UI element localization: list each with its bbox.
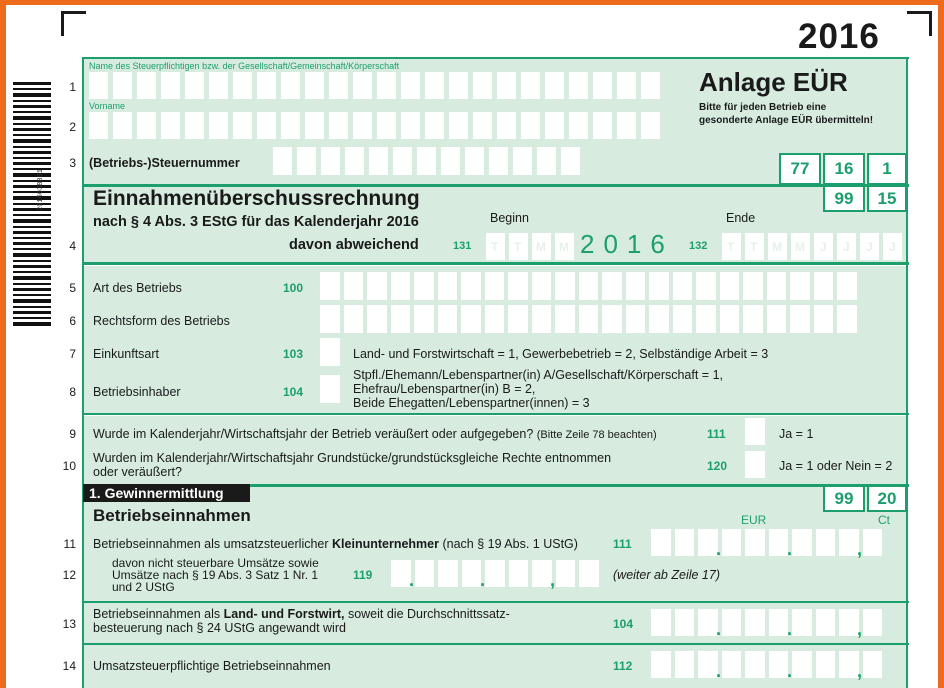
- form-subtitle: [699, 101, 873, 127]
- label-part: soweit die Durchschnittssatz-: [344, 607, 510, 621]
- non-taxable-line: Umsätze nach § 19 Abs. 3 Satz 1 Nr. 1: [112, 568, 319, 582]
- end-date-input[interactable]: [722, 233, 902, 260]
- label-part: Kleinunternehmer: [332, 537, 439, 551]
- property-input[interactable]: [745, 451, 765, 478]
- field-code: 131: [453, 240, 472, 252]
- income-heading: Betriebseinnahmen: [93, 506, 251, 525]
- income-type-input[interactable]: [320, 338, 340, 366]
- thousands-separator: .: [787, 539, 793, 559]
- income-type-hint: Land- und Forstwirtschaft = 1, Gewerbebetrieb = 2, Selbständige Arbeit = 3: [353, 347, 769, 361]
- property-question-line: Wurden im Kalenderjahr/Wirtschaftsjahr Grundstücke/grundstücksgleiche Rechte entnommen: [93, 451, 612, 465]
- field-code: 111: [707, 427, 726, 441]
- decimal-separator: ,: [857, 539, 863, 559]
- decimal-separator: ,: [857, 661, 863, 681]
- field-code: 119: [353, 568, 373, 582]
- name-field-caption: Name des Steuerpflichtigen bzw. der Gesellschaft/Gemeinschaft/Körperschaft: [89, 61, 400, 71]
- thousands-separator: .: [480, 570, 486, 590]
- date-mask-letter: M: [559, 240, 569, 254]
- owner-input[interactable]: [320, 375, 340, 403]
- section-heading-bar: 1. Gewinnermittlung: [83, 484, 250, 502]
- agriculture-label: [93, 607, 510, 635]
- row-number: 4: [69, 239, 76, 253]
- form-main-subtitle: nach § 4 Abs. 3 EStG für das Kalenderjahr 2016: [93, 214, 419, 230]
- begin-year-digits: 2016: [580, 229, 674, 259]
- legal-form-input[interactable]: [320, 305, 857, 333]
- field-code: 111: [613, 537, 632, 551]
- business-type-label: Art des Betriebs: [93, 281, 182, 295]
- field-code: 112: [613, 659, 633, 673]
- corner-mark-top-left: [61, 11, 86, 36]
- property-hint: Ja = 1 oder Nein = 2: [779, 459, 893, 473]
- label-part: (nach § 19 Abs. 1 UStG): [438, 537, 578, 551]
- form-code-box: 16: [823, 153, 865, 185]
- field-code: 120: [707, 459, 728, 473]
- sold-question-text: Wurde im Kalenderjahr/Wirtschaftsjahr der Betrieb veräußert oder aufgegeben?: [93, 427, 534, 441]
- property-question-line: oder veräußert?: [93, 465, 182, 479]
- date-mask-letter: T: [514, 240, 522, 254]
- firstname-input[interactable]: [89, 112, 660, 139]
- sold-question: [93, 427, 657, 442]
- row-number: 2: [69, 120, 76, 134]
- currency-ct: Ct: [878, 513, 890, 527]
- row-number: 12: [62, 568, 76, 582]
- thousands-separator: .: [787, 661, 793, 681]
- firstname-field-caption: Vorname: [89, 101, 126, 111]
- vat-income-amount-input[interactable]: [651, 651, 882, 678]
- label-part: Land- und Forstwirt,: [223, 607, 345, 621]
- tax-number-input[interactable]: [273, 147, 580, 175]
- form-year: 2016: [798, 17, 880, 56]
- thousands-separator: .: [716, 539, 722, 559]
- row-number: 6: [69, 314, 76, 328]
- name-input[interactable]: [89, 72, 660, 99]
- date-mask-letter: J: [866, 240, 873, 254]
- owner-hint: [353, 368, 723, 410]
- date-mask-letter: T: [750, 240, 758, 254]
- income-type-label: Einkunftsart: [93, 347, 160, 361]
- non-taxable-amount-input[interactable]: [391, 560, 599, 587]
- form-code-box: 20: [867, 485, 907, 512]
- date-mask-letter: J: [889, 240, 896, 254]
- agriculture-amount-input[interactable]: [651, 609, 882, 636]
- row-number: 9: [69, 427, 76, 441]
- business-type-input[interactable]: [320, 272, 857, 300]
- small-business-label: [93, 537, 578, 551]
- date-mask-letter: J: [820, 240, 827, 254]
- row-number: 8: [69, 385, 76, 399]
- non-taxable-line: und 2 UStG: [112, 580, 175, 594]
- form-main-title: Einnahmenüberschussrechnung: [93, 187, 420, 210]
- row-number: 7: [69, 347, 76, 361]
- owner-hint-line: Stpfl./Ehemann/Lebenspartner(in) A/Gesellschaft/Körperschaft = 1,: [353, 368, 723, 382]
- tax-number-label: (Betriebs-)Steuernummer: [89, 156, 240, 170]
- end-label: Ende: [726, 211, 756, 225]
- owner-hint-line: Ehefrau/Lebenspartner(in) B = 2,: [353, 382, 536, 396]
- form-code-box: 99: [823, 185, 865, 212]
- sold-input[interactable]: [745, 418, 765, 445]
- property-question: [93, 451, 611, 479]
- decimal-separator: ,: [550, 570, 556, 590]
- sold-question-note: (Bitte Zeile 78 beachten): [536, 429, 657, 441]
- form-subtitle-line: gesonderte Anlage EÜR übermitteln!: [699, 115, 874, 126]
- field-code: 100: [283, 281, 304, 295]
- small-business-amount-input[interactable]: [651, 529, 882, 556]
- non-taxable-hint: (weiter ab Zeile 17): [613, 568, 720, 582]
- thousands-separator: .: [716, 661, 722, 681]
- date-mask-letter: M: [795, 240, 805, 254]
- form-code-box: 15: [867, 185, 907, 212]
- date-mask-letter: T: [727, 240, 735, 254]
- row-number: 1: [69, 80, 76, 94]
- field-code: 103: [283, 347, 304, 361]
- field-code: 132: [689, 240, 708, 252]
- date-mask-letter: M: [536, 240, 546, 254]
- legal-form-label: Rechtsform des Betriebs: [93, 314, 230, 328]
- owner-label: Betriebsinhaber: [93, 385, 181, 399]
- corner-mark-top-right: [907, 11, 932, 36]
- non-taxable-line: davon nicht steuerbare Umsätze sowie: [112, 556, 319, 570]
- begin-label: Beginn: [490, 211, 529, 225]
- deviating-label: davon abweichend: [289, 237, 419, 253]
- barcode: [13, 82, 51, 326]
- field-code: 104: [613, 617, 634, 631]
- date-mask-letter: J: [843, 240, 850, 254]
- thousands-separator: .: [409, 570, 415, 590]
- row-number: 3: [69, 156, 76, 170]
- label-part: Betriebseinnahmen als umsatzsteuerlicher: [93, 537, 333, 551]
- form-code-box: 1: [867, 153, 907, 185]
- form-code-box: 77: [779, 153, 821, 185]
- tax-form-page: [6, 5, 938, 688]
- form-subtitle-line: Bitte für jeden Betrieb eine: [699, 102, 827, 113]
- row-number: 5: [69, 281, 76, 295]
- row-number: 13: [62, 617, 76, 631]
- date-mask-letter: T: [491, 240, 499, 254]
- thousands-separator: .: [716, 619, 722, 639]
- barcode-number: 2016038001: [37, 168, 45, 211]
- sold-hint: Ja = 1: [779, 427, 814, 441]
- currency-eur: EUR: [741, 513, 767, 527]
- row-number: 11: [63, 537, 76, 551]
- non-taxable-label: [112, 557, 319, 593]
- vat-income-label: Umsatzsteuerpflichtige Betriebseinnahmen: [93, 659, 331, 673]
- thousands-separator: .: [787, 619, 793, 639]
- label-part: Betriebseinnahmen als: [93, 607, 224, 621]
- decimal-separator: ,: [857, 619, 863, 639]
- field-code: 104: [283, 385, 304, 399]
- form-title: Anlage EÜR: [699, 67, 848, 97]
- owner-hint-line: Beide Ehegatten/Lebenspartner(innen) = 3: [353, 396, 590, 410]
- row-number: 14: [62, 659, 76, 673]
- date-mask-letter: M: [772, 240, 782, 254]
- form-code-box: 99: [823, 485, 865, 512]
- row-number: 10: [62, 459, 76, 473]
- agriculture-line: besteuerung nach § 24 UStG angewandt wird: [93, 621, 346, 635]
